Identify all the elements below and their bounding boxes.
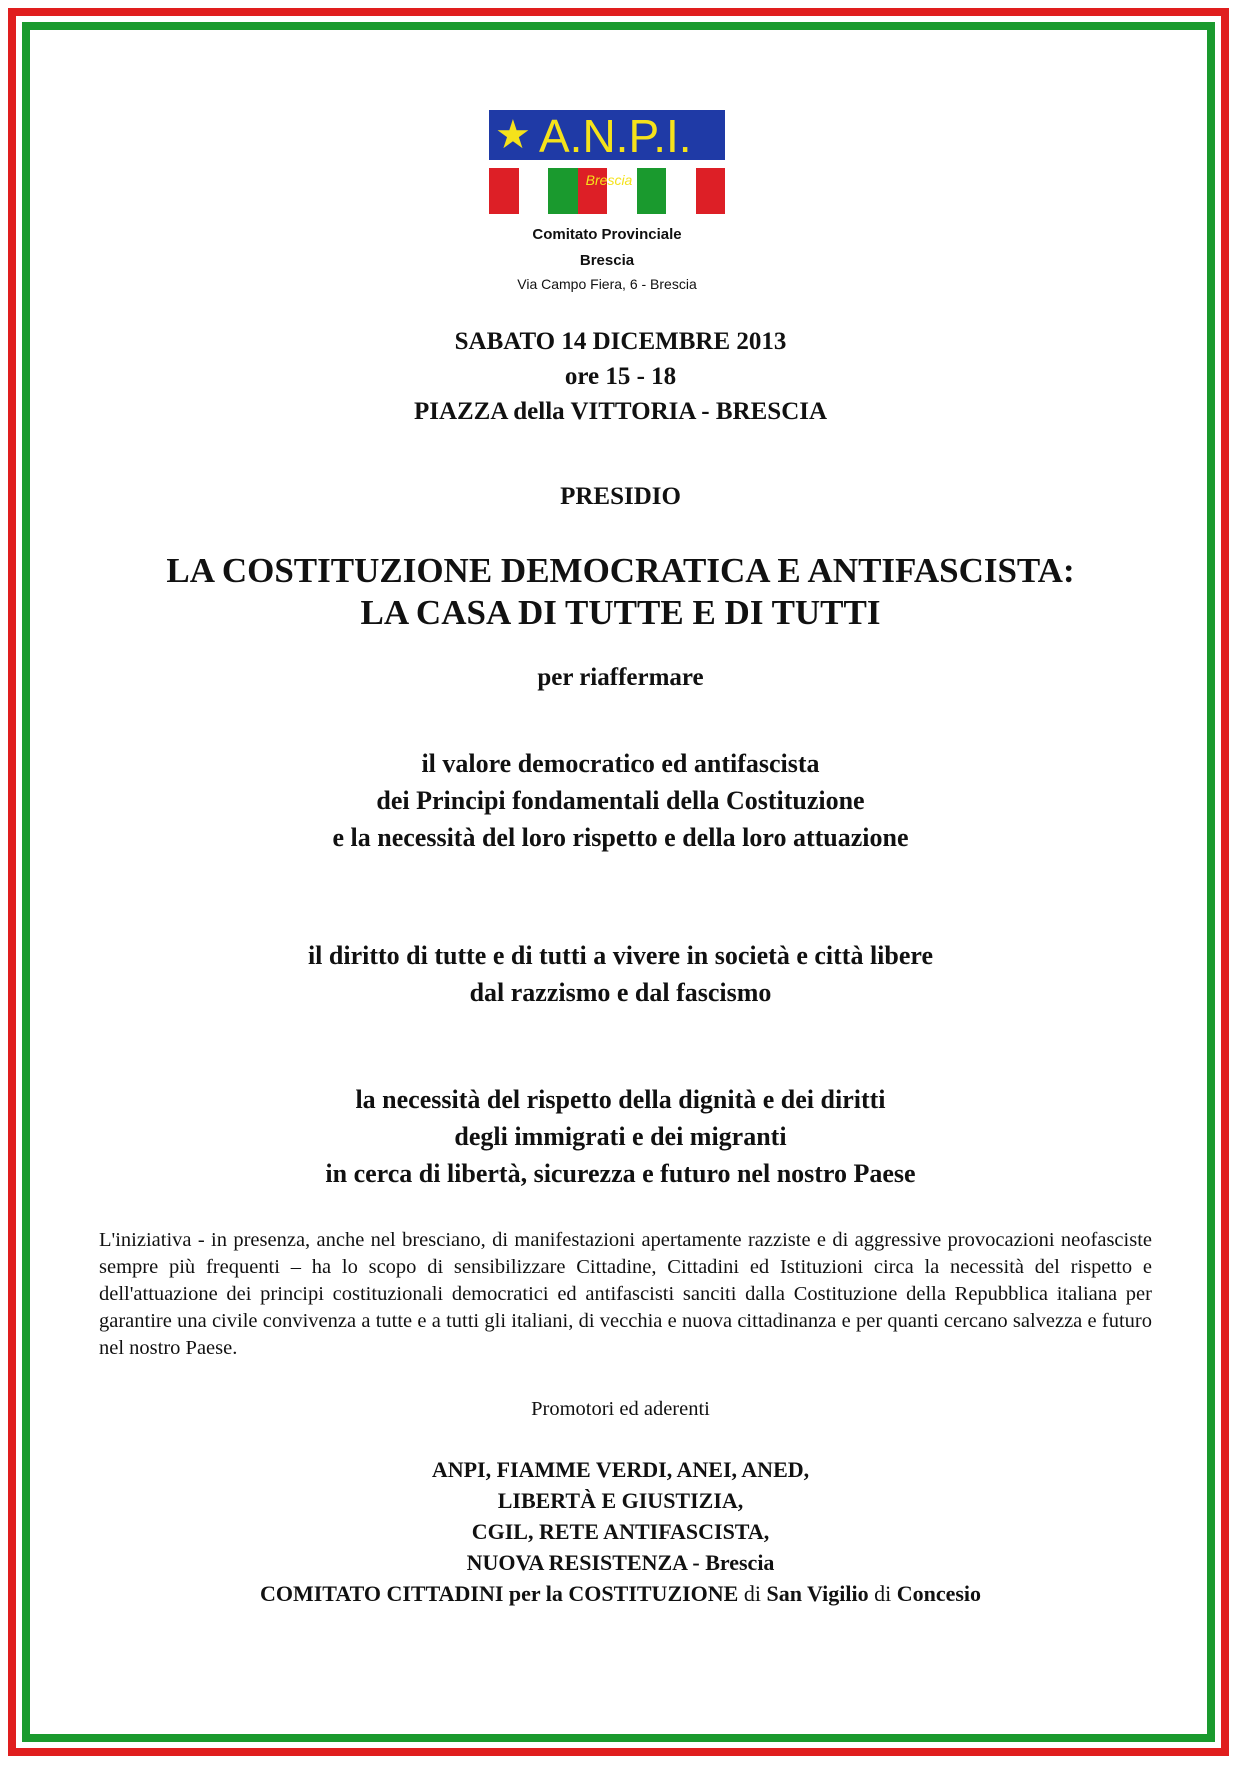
aderenti-connector: di xyxy=(738,1581,767,1606)
aderenti-line: CGIL, RETE ANTIFASCISTA, xyxy=(471,1519,770,1544)
point-line: il valore democratico ed antifascista xyxy=(421,749,820,778)
flag-stripe xyxy=(696,168,726,214)
point-line: il diritto di tutte e di tutti a vivere in società e città libere xyxy=(307,941,934,970)
aderenti-org: NUOVA RESISTENZA - xyxy=(466,1550,706,1575)
aderenti-list xyxy=(90,1454,1151,1609)
point-block xyxy=(90,1081,1151,1192)
point-line: e la necessità del loro rispetto e della loro attuazione xyxy=(332,823,909,852)
point-line: in cerca di libertà, sicurezza e futuro nel nostro Paese xyxy=(325,1159,916,1188)
event-time: ore 15 - 18 xyxy=(564,363,677,390)
logo-blue-band xyxy=(489,110,725,160)
aderenti-line xyxy=(90,1547,1151,1578)
star-icon: ★ xyxy=(495,112,531,158)
body-paragraph: L'iniziativa - in presenza, anche nel bresciano, di manifestazioni apertamente razziste e di aggressive provocazioni neofasciste sempre più frequenti – ha lo scopo di sensibilizzare Cittadine, Cittadini ed Istituzioni circa la necessità del rispetto e dell'attuazione dei principi costituzionali democratici ed antifascisti sanciti dalla Costituzione della Repubblica italiana per garantire una civile convivenza a tutte e a tutti gli italiani, di vecchia e nuova cittadinanza e per quanti cercano salvezza e futuro nel nostro Paese. xyxy=(99,1229,1152,1359)
anpi-logo xyxy=(489,110,725,214)
flag-stripe xyxy=(519,168,549,214)
event-date: SABATO 14 DICEMBRE 2013 xyxy=(454,328,787,355)
point-block xyxy=(90,937,1151,1011)
headline-line: LA CASA DI TUTTE E DI TUTTI xyxy=(360,593,881,632)
headline xyxy=(90,550,1151,634)
flag-stripe xyxy=(489,168,519,214)
point-line: dei Principi fondamentali della Costituzione xyxy=(376,786,865,815)
aderenti-connector: di xyxy=(868,1581,897,1606)
event-place: PIAZZA della VITTORIA - BRESCIA xyxy=(413,398,828,425)
aderenti-place: San Vigilio xyxy=(766,1581,869,1606)
logo-city-text: Brescia xyxy=(585,172,633,188)
aderenti-line: ANPI, FIAMME VERDI, ANEI, ANED, xyxy=(431,1457,810,1482)
aderenti-org: COMITATO CITTADINI per la COSTITUZIONE xyxy=(259,1581,739,1606)
aderenti-place: Concesio xyxy=(896,1581,982,1606)
flag-stripe xyxy=(666,168,696,214)
event-details xyxy=(90,324,1151,429)
headline-line: LA COSTITUZIONE DEMOCRATICA E ANTIFASCISTA: xyxy=(166,551,1075,590)
riaffermare-intro: per riaffermare xyxy=(537,664,704,691)
letterhead xyxy=(420,222,794,294)
aderenti-line: LIBERTÀ E GIUSTIZIA, xyxy=(497,1488,744,1513)
logo-brand-text: A.N.P.I. xyxy=(539,110,692,162)
promotori-label: Promotori ed aderenti xyxy=(531,1398,710,1420)
point-line: la necessità del rispetto della dignità e dei diritti xyxy=(355,1085,886,1114)
point-block xyxy=(90,745,1151,856)
presidio-heading: PRESIDIO xyxy=(560,483,681,510)
letterhead-committee: Comitato Provinciale xyxy=(532,226,682,243)
aderenti-city: Brescia xyxy=(705,1550,775,1575)
point-line: degli immigrati e dei migranti xyxy=(454,1122,787,1151)
letterhead-city: Brescia xyxy=(579,252,635,269)
aderenti-line xyxy=(90,1578,1151,1609)
letterhead-address: Via Campo Fiera, 6 - Brescia xyxy=(517,276,697,292)
point-line: dal razzismo e dal fascismo xyxy=(469,978,772,1007)
